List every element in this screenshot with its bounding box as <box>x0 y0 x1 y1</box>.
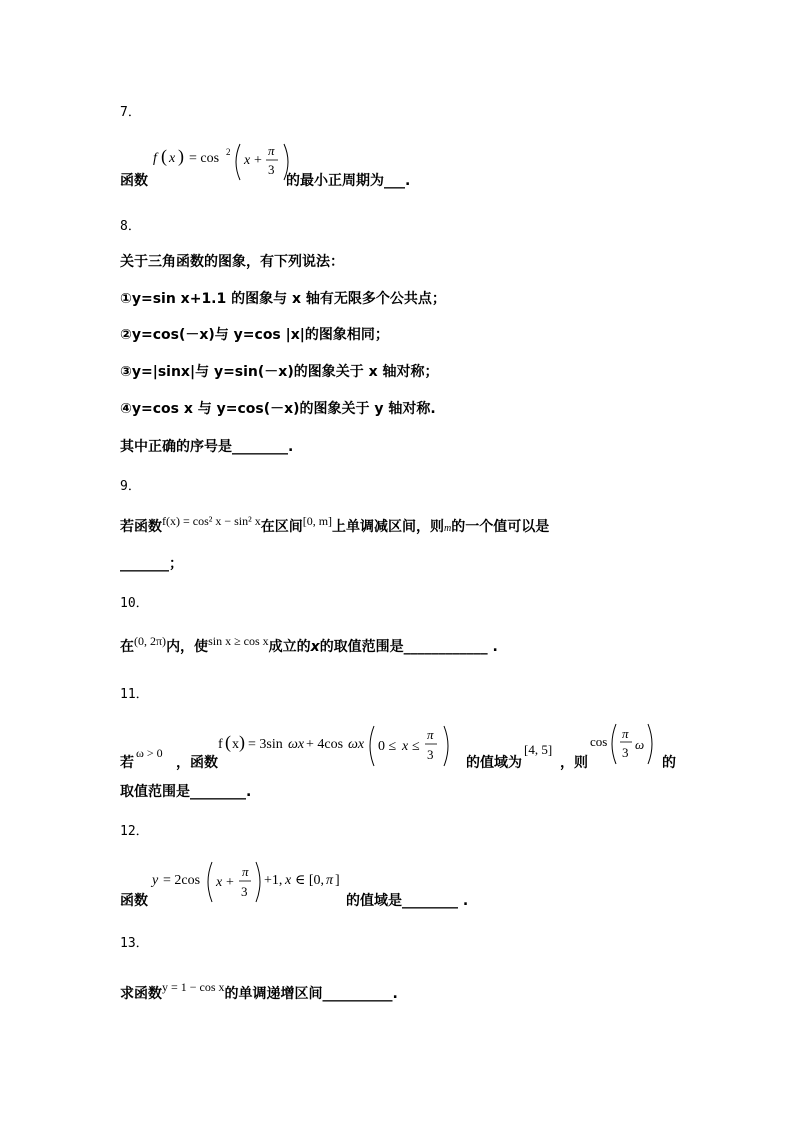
svg-text:]: ] <box>335 873 340 888</box>
question-13-number: 13． <box>120 936 149 951</box>
question-11-number: 11． <box>120 687 149 702</box>
svg-text:ω: ω <box>635 737 645 752</box>
question-13-prefix: 求函数 <box>120 986 162 1002</box>
question-11-text-3: ，则 <box>560 755 588 771</box>
question-9 <box>120 516 549 536</box>
question-7-prefix: 函数 <box>120 173 148 189</box>
question-13-formula: y = 1 − cos x <box>162 980 225 994</box>
question-9-answer-blank: _______； <box>120 556 183 572</box>
svg-text:3: 3 <box>241 884 248 899</box>
svg-text:π: π <box>427 727 434 742</box>
svg-text:∈ [0,: ∈ [0, <box>295 873 325 888</box>
question-11-range: [4, 5] <box>524 742 553 757</box>
svg-text:+: + <box>226 875 234 890</box>
svg-text:= 2cos: = 2cos <box>163 873 201 888</box>
svg-text:x: x <box>169 151 176 166</box>
question-11-line-2: 取值范围是________. <box>120 784 252 800</box>
question-9-text-1: 在区间 <box>260 519 303 535</box>
svg-text:x: x <box>285 873 292 888</box>
question-9-text-3: 的一个值可以是 <box>451 519 550 535</box>
svg-text:3: 3 <box>622 745 629 760</box>
svg-text:): ) <box>178 146 184 166</box>
svg-text:(: ( <box>161 146 167 166</box>
question-7-suffix: 的最小正周期为___. <box>286 173 411 189</box>
question-12 <box>120 858 490 908</box>
svg-text:3: 3 <box>427 747 434 762</box>
question-11-prefix: 若 <box>120 755 134 771</box>
question-8-intro: 关于三角函数的图象，有下列说法： <box>120 254 344 270</box>
question-11-target <box>588 720 660 770</box>
svg-text:(: ( <box>225 732 231 752</box>
question-11-text-2: 的值域为 <box>466 755 522 771</box>
question-8-prompt: 其中正确的序号是________. <box>120 439 294 455</box>
question-8-number: 8． <box>120 219 141 234</box>
question-9-text-2: 上单调减区间，则 <box>332 519 445 535</box>
question-7 <box>120 140 440 188</box>
svg-text:x: x <box>402 739 409 754</box>
svg-text:0 ≤: 0 ≤ <box>378 739 397 754</box>
svg-text:ωx: ωx <box>288 737 305 752</box>
question-10 <box>120 636 498 656</box>
question-9-number: 9． <box>120 479 141 494</box>
question-8-statement-2: ②y=cos(－x)与 y=cos |x|的图象相同； <box>120 327 389 343</box>
question-10-suffix: 的取值范围是____________ . <box>319 639 498 655</box>
question-8-statement-1: ①y=sin x+1.1 的图象与 x 轴有无限多个公共点； <box>120 291 446 307</box>
question-9-interval: [0, m] <box>302 514 333 528</box>
svg-text:+: + <box>254 153 262 168</box>
svg-text:ωx: ωx <box>348 737 365 752</box>
question-9-formula: f(x) = cos² x − sin² x <box>162 514 261 528</box>
question-10-variable: x <box>310 639 320 655</box>
question-11-formula <box>216 720 466 770</box>
svg-text:+ 4cos: + 4cos <box>306 737 344 752</box>
question-12-number: 12． <box>120 824 149 839</box>
question-10-number: 10． <box>120 596 149 611</box>
question-8-statement-3: ③y=|sinx|与 y=sin(－x)的图象关于 x 轴对称； <box>120 364 439 380</box>
svg-text:x: x <box>232 737 239 752</box>
svg-text:π: π <box>622 726 629 741</box>
svg-text:x: x <box>244 153 251 168</box>
question-9-variable: m <box>444 523 452 534</box>
question-10-text-1: 内，使 <box>166 639 209 655</box>
svg-text:+1,: +1, <box>264 873 283 888</box>
svg-text:3: 3 <box>268 162 275 177</box>
question-13 <box>120 980 398 1003</box>
question-10-prefix: 在 <box>120 639 134 655</box>
svg-text:f: f <box>153 151 157 166</box>
svg-text:): ) <box>239 732 245 752</box>
question-9-prefix: 若函数 <box>120 519 162 535</box>
svg-text:π: π <box>268 143 275 158</box>
question-11-suffix: 的 <box>662 755 676 771</box>
question-12-prefix: 函数 <box>120 893 148 909</box>
svg-text:2: 2 <box>226 147 231 157</box>
question-11-text-1: ，函数 <box>176 755 218 771</box>
question-11 <box>120 720 680 770</box>
svg-text:= 3sin: = 3sin <box>248 737 283 752</box>
svg-text:cos: cos <box>590 734 608 749</box>
question-10-text-2: 成立的 <box>268 639 311 655</box>
svg-text:y: y <box>152 873 159 888</box>
svg-text:π: π <box>326 873 334 888</box>
question-10-interval: (0, 2π) <box>134 634 167 648</box>
svg-text:= cos: = cos <box>189 151 220 166</box>
svg-text:x: x <box>216 875 223 890</box>
question-13-suffix: 的单调递增区间__________. <box>224 986 398 1002</box>
question-8-statement-4: ④y=cos x 与 y=cos(－x)的图象关于 y 轴对称. <box>120 401 436 417</box>
question-10-formula: sin x ≥ cos x <box>208 634 269 648</box>
svg-text:π: π <box>242 864 249 879</box>
question-12-suffix: 的值域是________ . <box>346 893 469 909</box>
svg-text:f: f <box>218 737 223 752</box>
question-7-number: 7． <box>120 105 141 120</box>
question-12-formula <box>150 858 350 908</box>
svg-text:≤: ≤ <box>412 739 420 754</box>
question-11-condition: ω > 0 <box>136 746 163 760</box>
